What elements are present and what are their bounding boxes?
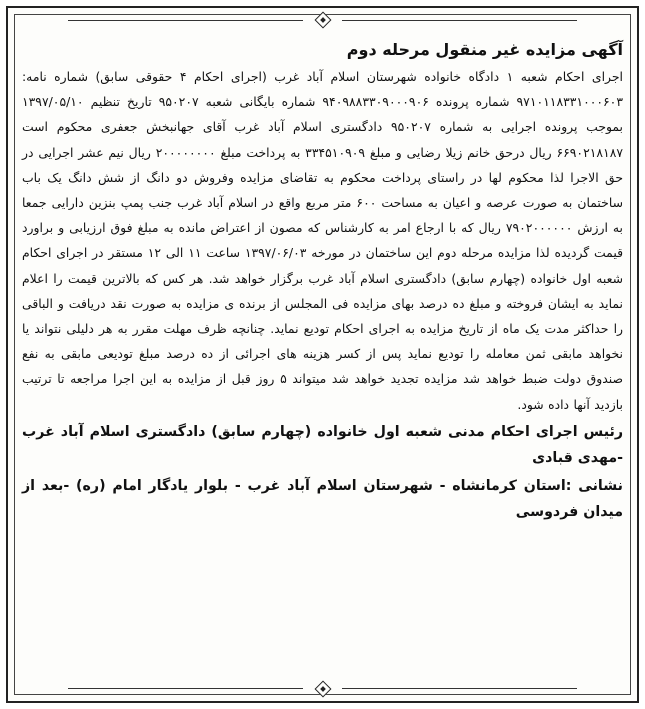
- notice-content: [22, 38, 623, 679]
- bottom-left-rule: [68, 688, 303, 689]
- notice-frame: [6, 6, 639, 703]
- top-right-rule: [342, 20, 577, 21]
- notice-address: نشانی :استان کرمانشاه - شهرستان اسلام آباد غرب - بلوار یادگار امام (ره) -بعد از میدان فردوسی: [22, 477, 623, 520]
- top-left-rule: [68, 20, 303, 21]
- notice-title: آگهی مزایده غیر منقول مرحله دوم: [346, 40, 623, 59]
- bottom-right-rule: [342, 688, 577, 689]
- notice-body: اجرای احکام شعبه ۱ دادگاه خانواده شهرستان اسلام آباد غرب (اجرای احکام ۴ حقوقی سابق) شماره نامه: ۹۷۱۰۱۱۸۳۳۱۰۰۰۶۰۳ شماره پرونده ۹۴۰۹۸۸۳۳۰۹۰۰۰۹۰۶ شماره بایگانی شعبه ۹۵۰۲۰۷ تاریخ تنظیم ۱۳۹۷/۰۵/۱۰ بموجب پرونده اجرایی به شماره ۹۵۰۲۰۷ دادگستری اسلام آباد غرب آقای جهانبخش جعفری محکوم است ۶۶۹۰۲۱۸۱۸۷ ریال درحق خانم زیلا رضایی و مبلغ ۳۳۴۵۱۰۹۰۹ به پرداخت مبلغ ۲۰۰۰۰۰۰۰۰ ریال نیم عشر اجرایی در حق الاجرا لذا محکوم لها در راستای پرداخت محکوم به تقاضای مزایده وفروش دو دانگ از شش دانگ یک باب ساختمان به صورت عرصه و اعیان به مساحت ۶۰۰ متر مربع واقع در اسلام آباد غرب جنب پمپ بنزین دارایی جمعا به ارزش ۷۹۰۲۰۰۰۰۰۰ ریال که با ارجاع امر به کارشناس که مصون از اعتراض مانده به مبلغ فوق ارزیابی و براورد قیمت گردیده لذا مزایده مرحله دوم این ساختمان در مورخه ۱۳۹۷/۰۶/۰۳ ساعت ۱۱ الی ۱۲ مستقر در اجرای احکام شعبه اول خانواده (چهارم سابق) دادگستری اسلام آباد غرب برگزار خواهد شد. هر کس که بالاترین قیمت را اعلام نماید به ایشان فروخته و مبلغ ده درصد بهای مزایده فی المجلس از برنده ی مزایده به صورت نقد دریافت و الباقی را حداکثر مدت یک ماه از تاریخ مزایده به اجرای احکام تودیع نماید. چنانچه ظرف مهلت مقرر به هر دلیلی نتواند یا نخواهد مابقی ثمن معامله را تودیع نماید پس از کسر هزینه های اجرائی از ده درصد مبلغ تودیعی مابقی به نفع صندوق دولت ضبط خواهد شد مزایده تجدید خواهد شد میتواند ۵ روز قبل از مزایده به این اجرا مراجعه تا ترتیب بازدید آنها داده شود.: [22, 69, 624, 412]
- notice-signature: رئیس اجرای احکام مدنی شعبه اول خانواده (چهارم سابق) دادگستری اسلام آباد غرب -مهدی قبادی: [22, 423, 623, 466]
